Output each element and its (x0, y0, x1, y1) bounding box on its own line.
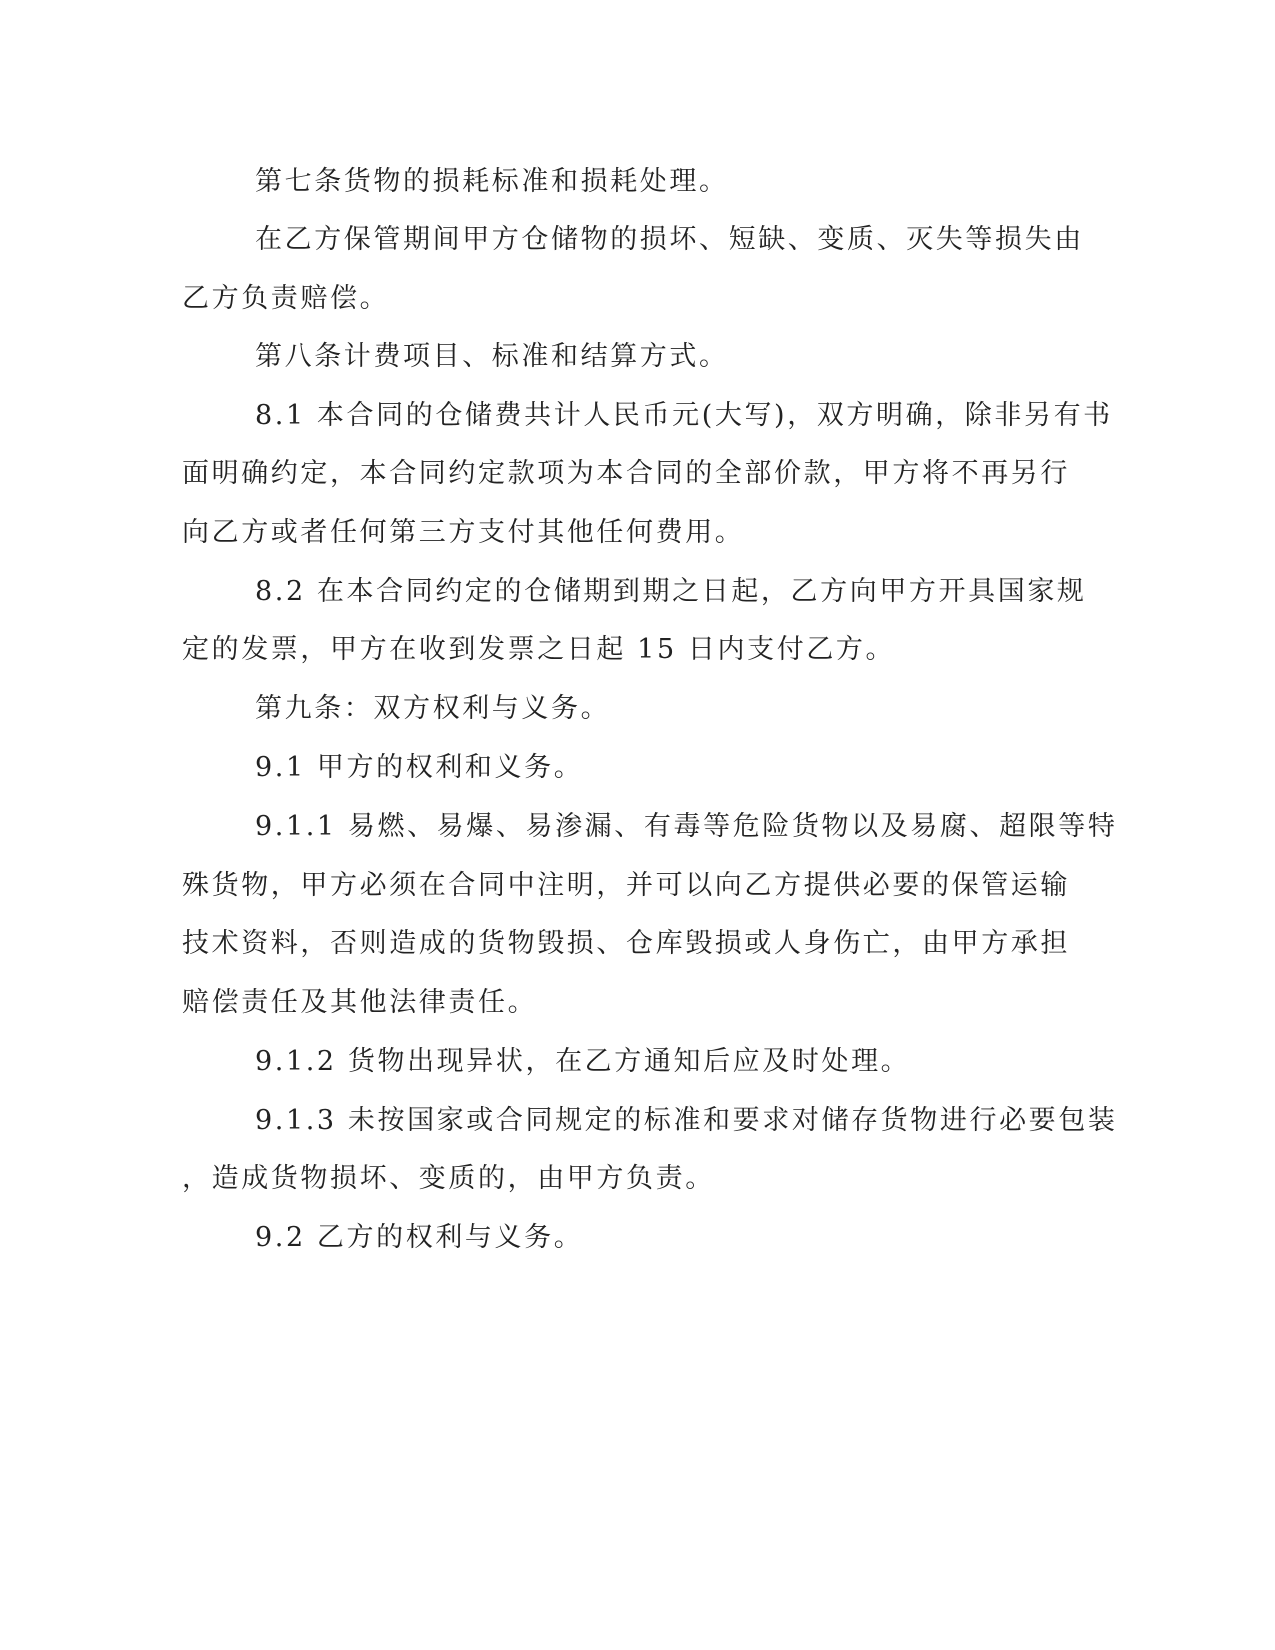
article-7-text-line-1: 在乙方保管期间甲方仓储物的损坏、短缺、变质、灭失等损失由 (255, 224, 1084, 255)
clause-9-1-1-line-1: 9.1.1 易燃、易爆、易渗漏、有毒等危险货物以及易腐、超限等特 (255, 811, 1118, 842)
article-9-heading: 第九条：双方权利与义务。 (255, 693, 611, 724)
clause-9-1-2: 9.1.2 货物出现异状，在乙方通知后应及时处理。 (255, 1046, 911, 1077)
clause-9-1-1-line-3: 技术资料，否则造成的货物毁损、仓库毁损或人身伤亡，由甲方承担 (182, 928, 1070, 959)
clause-9-1-3-line-1: 9.1.3 未按国家或合同规定的标准和要求对储存货物进行必要包装 (255, 1105, 1118, 1136)
clause-8-2-line-1: 8.2 在本合同约定的仓储期到期之日起，乙方向甲方开具国家规 (255, 576, 1087, 607)
article-7-text-line-2: 乙方负责赔偿。 (182, 283, 390, 314)
clause-8-2-line-2: 定的发票，甲方在收到发票之日起 15 日内支付乙方。 (182, 634, 896, 665)
article-8-heading: 第八条计费项目、标准和结算方式。 (255, 341, 729, 372)
clause-8-1-line-2: 面明确约定，本合同约定款项为本合同的全部价款，甲方将不再另行 (182, 458, 1070, 489)
clause-9-1-3-line-2: ，造成货物损坏、变质的，由甲方负责。 (182, 1163, 715, 1194)
clause-9-1-1-line-2: 殊货物，甲方必须在合同中注明，并可以向乙方提供必要的保管运输 (182, 870, 1070, 901)
article-7-heading: 第七条货物的损耗标准和损耗处理。 (255, 166, 729, 197)
clause-9-2-heading: 9.2 乙方的权利与义务。 (255, 1222, 584, 1253)
clause-8-1-line-3: 向乙方或者任何第三方支付其他任何费用。 (182, 517, 745, 548)
clause-9-1-1-line-4: 赔偿责任及其他法律责任。 (182, 987, 538, 1018)
clause-8-1-line-1: 8.1 本合同的仓储费共计人民币元(大写)，双方明确，除非另有书 (255, 400, 1113, 431)
clause-9-1-heading: 9.1 甲方的权利和义务。 (255, 752, 584, 783)
